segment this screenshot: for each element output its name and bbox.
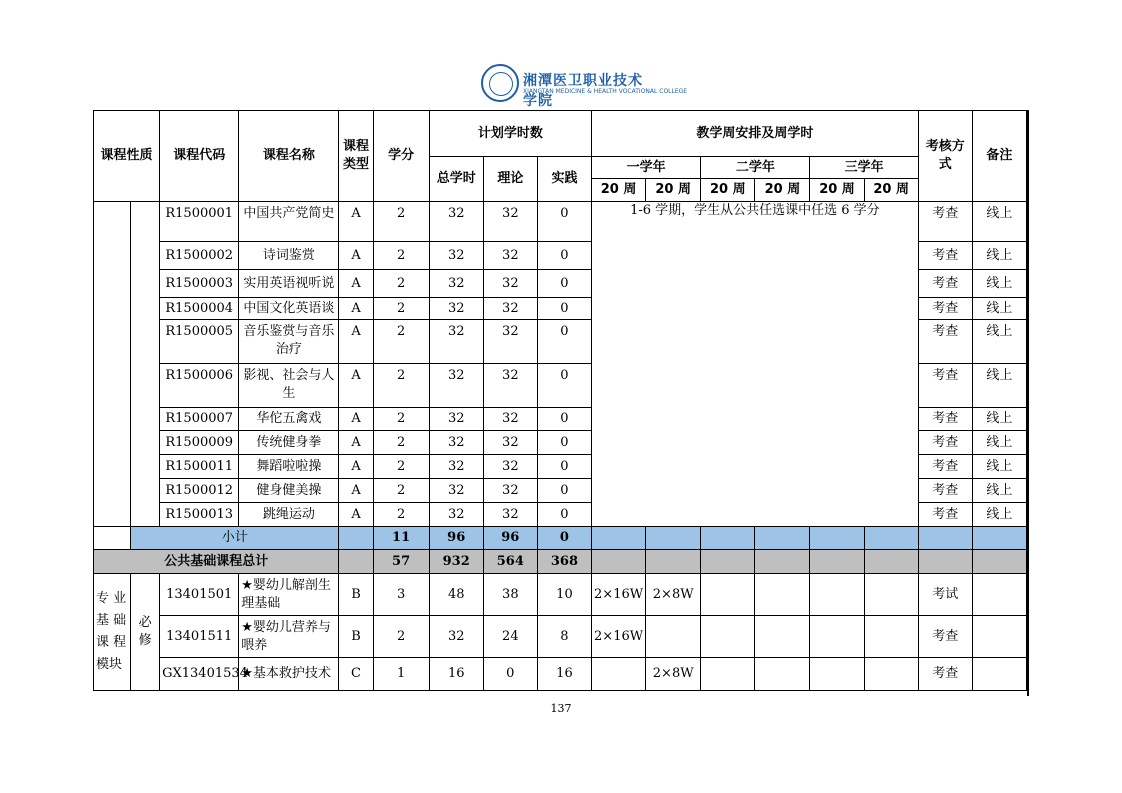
- course-credit: 2: [373, 479, 429, 503]
- course-practice-hours: 16: [537, 658, 591, 691]
- course-type: A: [339, 298, 373, 320]
- course-code: 13401501: [160, 574, 239, 616]
- course-total-hours: 32: [429, 242, 483, 270]
- course-theory-hours: 32: [483, 298, 537, 320]
- course-code: R1500001: [160, 202, 239, 242]
- course-theory-hours: 32: [483, 320, 537, 364]
- course-theory-hours: 32: [483, 408, 537, 431]
- course-remark: [972, 658, 1026, 691]
- course-total-hours: 32: [429, 408, 483, 431]
- course-credit: 2: [373, 408, 429, 431]
- grand-total-total: 932: [429, 550, 483, 574]
- course-type: A: [339, 320, 373, 364]
- course-type: A: [339, 479, 373, 503]
- course-code: GX13401534: [160, 658, 239, 691]
- course-remark: 线上: [972, 408, 1026, 431]
- course-remark: [972, 616, 1026, 658]
- course-credit: 2: [373, 298, 429, 320]
- subtotal-empty: [592, 527, 646, 550]
- header-practice: 实践: [537, 157, 591, 202]
- course-practice-hours: 0: [537, 479, 591, 503]
- subtotal-empty: [755, 527, 810, 550]
- nature-sub-cell: [131, 202, 160, 527]
- semester-1-hours: 2×16W: [592, 574, 646, 616]
- course-practice-hours: 0: [537, 364, 591, 408]
- course-credit: 2: [373, 320, 429, 364]
- course-name: 影视、社会与人生: [239, 364, 339, 408]
- header-theory: 理论: [483, 157, 537, 202]
- course-practice-hours: 0: [537, 320, 591, 364]
- semester-1-hours: [592, 658, 646, 691]
- subtotal-label: 小计: [131, 527, 339, 550]
- course-remark: 线上: [972, 270, 1026, 298]
- semester-empty: [701, 616, 755, 658]
- course-code: R1500009: [160, 431, 239, 455]
- course-practice-hours: 0: [537, 455, 591, 479]
- college-name: 湘潭医卫职业技术学院: [523, 73, 643, 109]
- course-exam: 考查: [918, 455, 972, 479]
- course-credit: 2: [373, 364, 429, 408]
- subtotal-empty: [918, 527, 972, 550]
- semester-empty: [755, 658, 810, 691]
- page-number: 137: [550, 702, 572, 715]
- college-english-name: XIANGTAN MEDICINE & HEALTH VOCATIONAL COLLEGE: [523, 88, 688, 95]
- course-credit: 3: [373, 574, 429, 616]
- week-2: 20 周: [646, 179, 701, 202]
- course-type: A: [339, 503, 373, 527]
- course-remark: 线上: [972, 364, 1026, 408]
- course-theory-hours: 32: [483, 364, 537, 408]
- course-name: ★婴幼儿营养与喂养: [239, 616, 339, 658]
- college-logo: [481, 64, 688, 109]
- course-type: A: [339, 431, 373, 455]
- semester-2-hours: 2×8W: [646, 658, 701, 691]
- subtotal-empty: [701, 527, 755, 550]
- course-code: R1500004: [160, 298, 239, 320]
- grand-total-credit: 57: [373, 550, 429, 574]
- course-name: 中国文化英语谈: [239, 298, 339, 320]
- course-type: A: [339, 455, 373, 479]
- subtotal-credit: 11: [373, 527, 429, 550]
- header-type: 课程类型: [339, 111, 373, 202]
- semester-empty: [864, 574, 918, 616]
- table-row: [94, 574, 1027, 616]
- grand-total-empty: [864, 550, 918, 574]
- grand-total-empty: [755, 550, 810, 574]
- course-code: R1500007: [160, 408, 239, 431]
- course-theory-hours: 32: [483, 270, 537, 298]
- subtotal-empty: [810, 527, 864, 550]
- course-practice-hours: 0: [537, 503, 591, 527]
- module-requirement: 必修: [131, 574, 160, 691]
- course-type: A: [339, 364, 373, 408]
- course-name: 传统健身拳: [239, 431, 339, 455]
- course-theory-hours: 32: [483, 479, 537, 503]
- grand-total-row: [94, 550, 1027, 574]
- semester-empty: [810, 658, 864, 691]
- college-seal-icon: [481, 64, 519, 102]
- table-row: [94, 202, 1027, 242]
- course-theory-hours: 32: [483, 202, 537, 242]
- course-name: 音乐鉴赏与音乐治疗: [239, 320, 339, 364]
- course-type: B: [339, 574, 373, 616]
- course-remark: 线上: [972, 298, 1026, 320]
- semester-empty: [864, 616, 918, 658]
- course-remark: 线上: [972, 242, 1026, 270]
- course-practice-hours: 0: [537, 431, 591, 455]
- course-total-hours: 32: [429, 503, 483, 527]
- week-5: 20 周: [810, 179, 864, 202]
- week-1: 20 周: [592, 179, 646, 202]
- header-year3: 三学年: [810, 157, 918, 179]
- course-code: R1500006: [160, 364, 239, 408]
- semester-empty: [701, 658, 755, 691]
- subtotal-theory: 96: [483, 527, 537, 550]
- course-remark: 线上: [972, 479, 1026, 503]
- course-name: ★婴幼儿解剖生理基础: [239, 574, 339, 616]
- course-total-hours: 48: [429, 574, 483, 616]
- course-type: A: [339, 242, 373, 270]
- header-nature: 课程性质: [94, 111, 160, 202]
- course-type: A: [339, 202, 373, 242]
- course-code: R1500003: [160, 270, 239, 298]
- subtotal-empty: [864, 527, 918, 550]
- course-type: A: [339, 408, 373, 431]
- course-name: 实用英语视听说: [239, 270, 339, 298]
- header-row-1: [94, 111, 1027, 157]
- course-remark: 线上: [972, 320, 1026, 364]
- course-plan-table: [93, 110, 1027, 691]
- semester-empty: [864, 658, 918, 691]
- grand-total-empty: [646, 550, 701, 574]
- course-exam: 考查: [918, 364, 972, 408]
- course-code: R1500005: [160, 320, 239, 364]
- course-name: 诗词鉴赏: [239, 242, 339, 270]
- header-year1: 一学年: [592, 157, 701, 179]
- course-exam: 考查: [918, 320, 972, 364]
- course-practice-hours: 8: [537, 616, 591, 658]
- semester-empty: [810, 574, 864, 616]
- course-code: R1500002: [160, 242, 239, 270]
- course-exam: 考查: [918, 503, 972, 527]
- course-total-hours: 32: [429, 298, 483, 320]
- course-total-hours: 32: [429, 479, 483, 503]
- course-remark: 线上: [972, 202, 1026, 242]
- header-total: 总学时: [429, 157, 483, 202]
- course-total-hours: 32: [429, 202, 483, 242]
- course-practice-hours: 0: [537, 270, 591, 298]
- header-name: 课程名称: [239, 111, 339, 202]
- course-code: R1500012: [160, 479, 239, 503]
- subtotal-empty: [646, 527, 701, 550]
- course-total-hours: 32: [429, 455, 483, 479]
- grand-total-empty: [701, 550, 755, 574]
- header-year2: 二学年: [701, 157, 810, 179]
- course-total-hours: 32: [429, 431, 483, 455]
- semester-empty: [810, 616, 864, 658]
- course-practice-hours: 0: [537, 408, 591, 431]
- course-practice-hours: 10: [537, 574, 591, 616]
- subtotal-row: [94, 527, 1027, 550]
- course-code: R1500013: [160, 503, 239, 527]
- course-name: ★基本救护技术: [239, 658, 339, 691]
- grand-total-empty: [972, 550, 1026, 574]
- semester-1-hours: 2×16W: [592, 616, 646, 658]
- course-theory-hours: 32: [483, 431, 537, 455]
- course-credit: 2: [373, 503, 429, 527]
- grand-total-label: 公共基础课程总计: [94, 550, 339, 574]
- table-row: [94, 616, 1027, 658]
- subtotal-gap: [94, 527, 131, 550]
- course-exam: 考查: [918, 270, 972, 298]
- course-credit: 2: [373, 270, 429, 298]
- course-remark: 线上: [972, 503, 1026, 527]
- course-code: 13401511: [160, 616, 239, 658]
- header-code: 课程代码: [160, 111, 239, 202]
- course-total-hours: 32: [429, 270, 483, 298]
- subtotal-type: [339, 527, 373, 550]
- course-exam: 考查: [918, 242, 972, 270]
- course-exam: 考试: [918, 574, 972, 616]
- course-exam: 考查: [918, 479, 972, 503]
- course-exam: 考查: [918, 202, 972, 242]
- course-practice-hours: 0: [537, 298, 591, 320]
- header-plan-hours: 计划学时数: [429, 111, 591, 157]
- course-total-hours: 32: [429, 364, 483, 408]
- subtotal-total: 96: [429, 527, 483, 550]
- course-name: 华佗五禽戏: [239, 408, 339, 431]
- course-total-hours: 32: [429, 320, 483, 364]
- grand-total-type: [339, 550, 373, 574]
- course-theory-hours: 32: [483, 455, 537, 479]
- semester-empty: [755, 574, 810, 616]
- header-remark: 备注: [972, 111, 1026, 202]
- course-total-hours: 16: [429, 658, 483, 691]
- course-credit: 2: [373, 455, 429, 479]
- semester-2-hours: [646, 616, 701, 658]
- course-practice-hours: 0: [537, 242, 591, 270]
- header-schedule: 教学周安排及周学时: [592, 111, 919, 157]
- course-code: R1500011: [160, 455, 239, 479]
- course-total-hours: 32: [429, 616, 483, 658]
- week-4: 20 周: [755, 179, 810, 202]
- course-credit: 2: [373, 431, 429, 455]
- course-remark: 线上: [972, 431, 1026, 455]
- course-credit: 2: [373, 616, 429, 658]
- semester-2-hours: 2×8W: [646, 574, 701, 616]
- course-exam: 考查: [918, 431, 972, 455]
- grand-total-empty: [810, 550, 864, 574]
- subtotal-practice: 0: [537, 527, 591, 550]
- course-remark: 线上: [972, 455, 1026, 479]
- course-type: B: [339, 616, 373, 658]
- course-theory-hours: 32: [483, 503, 537, 527]
- course-theory-hours: 24: [483, 616, 537, 658]
- module-label: 专 业 基 础 课 程 模块: [94, 574, 131, 691]
- semester-empty: [755, 616, 810, 658]
- course-type: C: [339, 658, 373, 691]
- course-credit: 2: [373, 242, 429, 270]
- course-exam: 考查: [918, 658, 972, 691]
- course-name: 舞蹈啦啦操: [239, 455, 339, 479]
- course-exam: 考查: [918, 298, 972, 320]
- header-credit: 学分: [373, 111, 429, 202]
- elective-note: 1-6 学期，学生从公共任选课中任选 6 学分: [592, 202, 919, 527]
- table-right-border: [1027, 110, 1029, 696]
- course-exam: 考查: [918, 616, 972, 658]
- grand-total-empty: [918, 550, 972, 574]
- course-credit: 2: [373, 202, 429, 242]
- subtotal-empty: [972, 527, 1026, 550]
- course-theory-hours: 38: [483, 574, 537, 616]
- course-name: 健身健美操: [239, 479, 339, 503]
- nature-cell: [94, 202, 131, 527]
- semester-empty: [701, 574, 755, 616]
- week-3: 20 周: [701, 179, 755, 202]
- course-theory-hours: 0: [483, 658, 537, 691]
- course-credit: 1: [373, 658, 429, 691]
- header-exam: 考核方式: [918, 111, 972, 202]
- week-6: 20 周: [864, 179, 918, 202]
- course-exam: 考查: [918, 408, 972, 431]
- grand-total-empty: [592, 550, 646, 574]
- course-type: A: [339, 270, 373, 298]
- course-theory-hours: 32: [483, 242, 537, 270]
- table-row: [94, 658, 1027, 691]
- course-name: 中国共产党简史: [239, 202, 339, 242]
- grand-total-practice: 368: [537, 550, 591, 574]
- grand-total-theory: 564: [483, 550, 537, 574]
- course-name: 跳绳运动: [239, 503, 339, 527]
- course-remark: [972, 574, 1026, 616]
- course-practice-hours: 0: [537, 202, 591, 242]
